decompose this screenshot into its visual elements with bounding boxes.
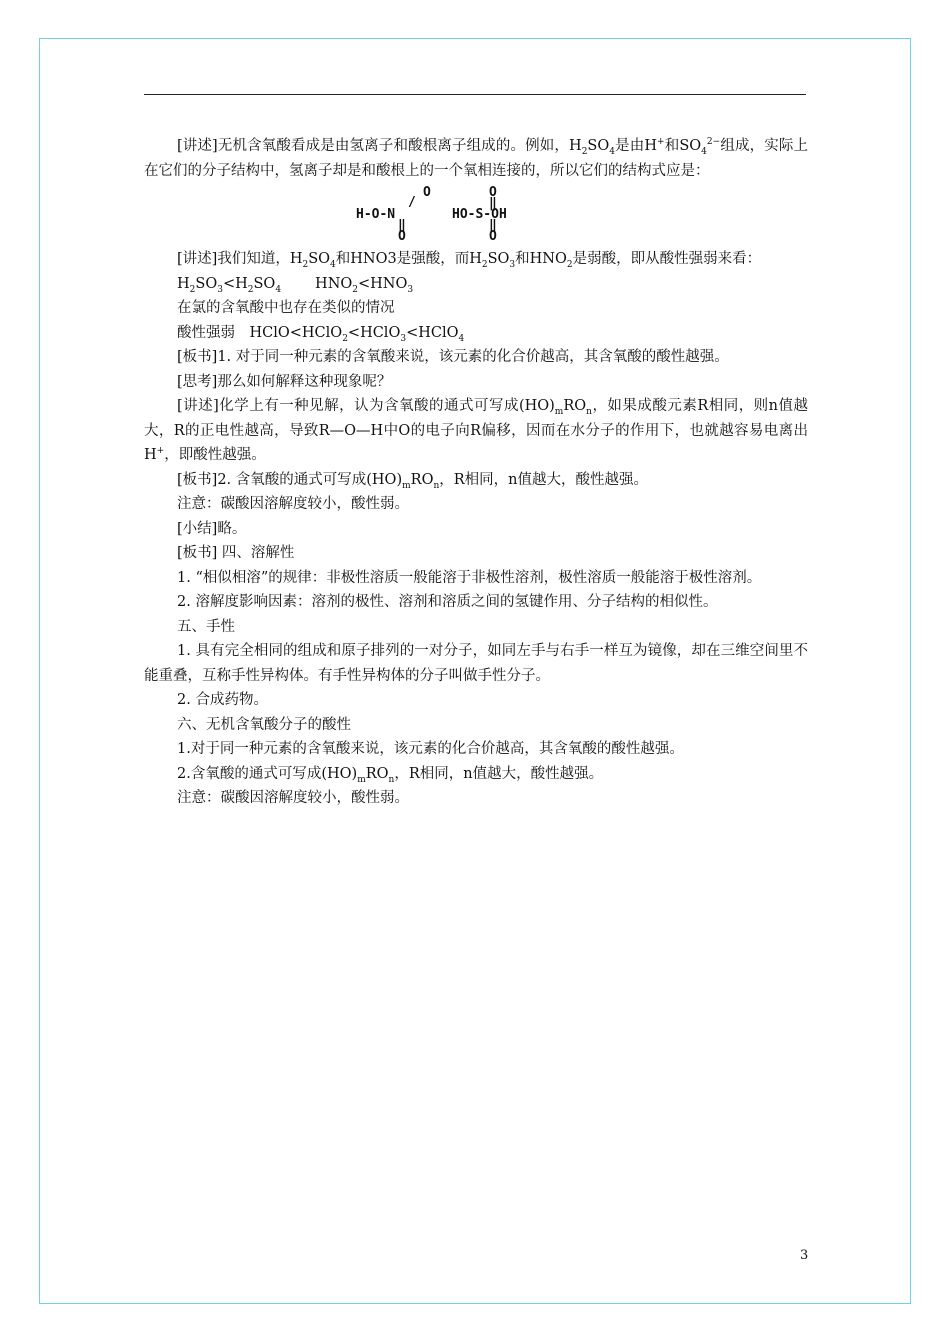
h2so4-bottom-oxygen: O	[489, 229, 497, 244]
hno3-double-bond: ‖	[398, 218, 406, 233]
paragraph-solubility-1: 1. “相似相溶”的规律：非极性溶质一般能溶于非极性溶剂，极性溶质一般能溶于极性溶剂。	[177, 569, 762, 586]
hno3-top-oxygen: O	[423, 185, 431, 200]
paragraph-think: [思考]那么如何解释这种现象呢？	[177, 373, 392, 390]
paragraph-acidity-2: 2.含氧酸的通式可写成$(HO)_mRO_n$，R相同，n值越大，酸性越强。	[177, 765, 604, 785]
paragraph-chirality-2: 2. 合成药物。	[177, 692, 268, 708]
paragraph-chlorine-acids: 酸性强弱 HClO<HClO$_2$<HClO$_3$<HClO$_4$	[177, 324, 465, 344]
paragraph-board-2: [板书]2. 含氧酸的通式可写成$(HO)_mRO_n$，R相同，n值越大，酸性越强。	[177, 471, 649, 491]
h2so4-main-chain: HO-S-OH	[452, 207, 507, 222]
paragraph-chirality-heading: 五、手性	[177, 618, 235, 635]
paragraph-lecture-2: [讲述]我们知道，$H_2SO_4$和HNO3是强酸，而$H_2SO_3$和$HNO_2$是弱酸，即从酸性强弱来看：	[177, 251, 762, 270]
paragraph-note-2: 注意：碳酸因溶解度较小，酸性弱。	[177, 790, 409, 806]
paragraph-board-1: [板书]1. 对于同一种元素的含氧酸来说，该元素的化合价越高，其含氧酸的酸性越强。	[177, 349, 729, 365]
paragraph-summary: [小结]略。	[177, 520, 247, 537]
structural-formulas	[144, 183, 808, 247]
paragraph-lecture-3: [讲述]化学上有一种见解，认为含氧酸的通式可写成$(HO)_mRO_n$，如果成酸元素R相同，则n值越大，R的正电性越高，导致R—O—H中O的电子向R偏移，因而在水分子的作用下，也就越容易电离出H+，即酸性越强。	[144, 398, 808, 463]
hno3-bottom-oxygen: O	[398, 229, 406, 244]
page-number: 3	[800, 1248, 809, 1263]
h2so4-top-double-bond: ‖	[489, 196, 497, 211]
hno3-slash-bond: /	[408, 195, 416, 210]
paragraph-solubility-2: 2. 溶解度影响因素：溶剂的极性、溶剂和溶质之间的氢键作用、分子结构的相似性。	[177, 594, 718, 610]
paragraph-note-1: 注意：碳酸因溶解度较小，酸性弱。	[177, 496, 409, 512]
paragraph-acid-comparison: $H_2SO_3<H_2SO_4$ $HNO_2<HNO_3$	[177, 275, 414, 295]
paragraph-chlorine: 在氯的含氧酸中也存在类似的情况	[177, 300, 395, 316]
paragraph-chirality-1: 1. 具有完全相同的组成和原子排列的一对分子，如同左手与右手一样互为镜像，却在三维空间里不能重叠，互称手性异构体。有手性异构体的分子叫做手性分子。	[144, 643, 808, 684]
header-rule	[144, 94, 806, 95]
h2so4-top-oxygen: O	[489, 185, 497, 200]
paragraph-acidity-1: 1.对于同一种元素的含氧酸来说，该元素的化合价越高，其含氧酸的酸性越强。	[177, 741, 684, 757]
h2so4-bottom-double-bond: ‖	[489, 218, 497, 233]
paragraph-lecture-1: [讲述]无机含氧酸看成是由氢离子和酸根离子组成的。例如，$H_2SO_4$是由H+和$SO_4^{2-}$组成，实际上在它们的分子结构中，氢离子却是和酸根上的一个氧相连接的，所以它们的结构式应是：	[144, 137, 808, 179]
paragraph-acidity-heading: 六、无机含氧酸分子的酸性	[177, 716, 351, 733]
paragraph-board-solubility: [板书] 四、溶解性	[177, 545, 295, 561]
document-body	[144, 134, 808, 811]
hno3-main-chain: H-O-N	[356, 207, 396, 222]
